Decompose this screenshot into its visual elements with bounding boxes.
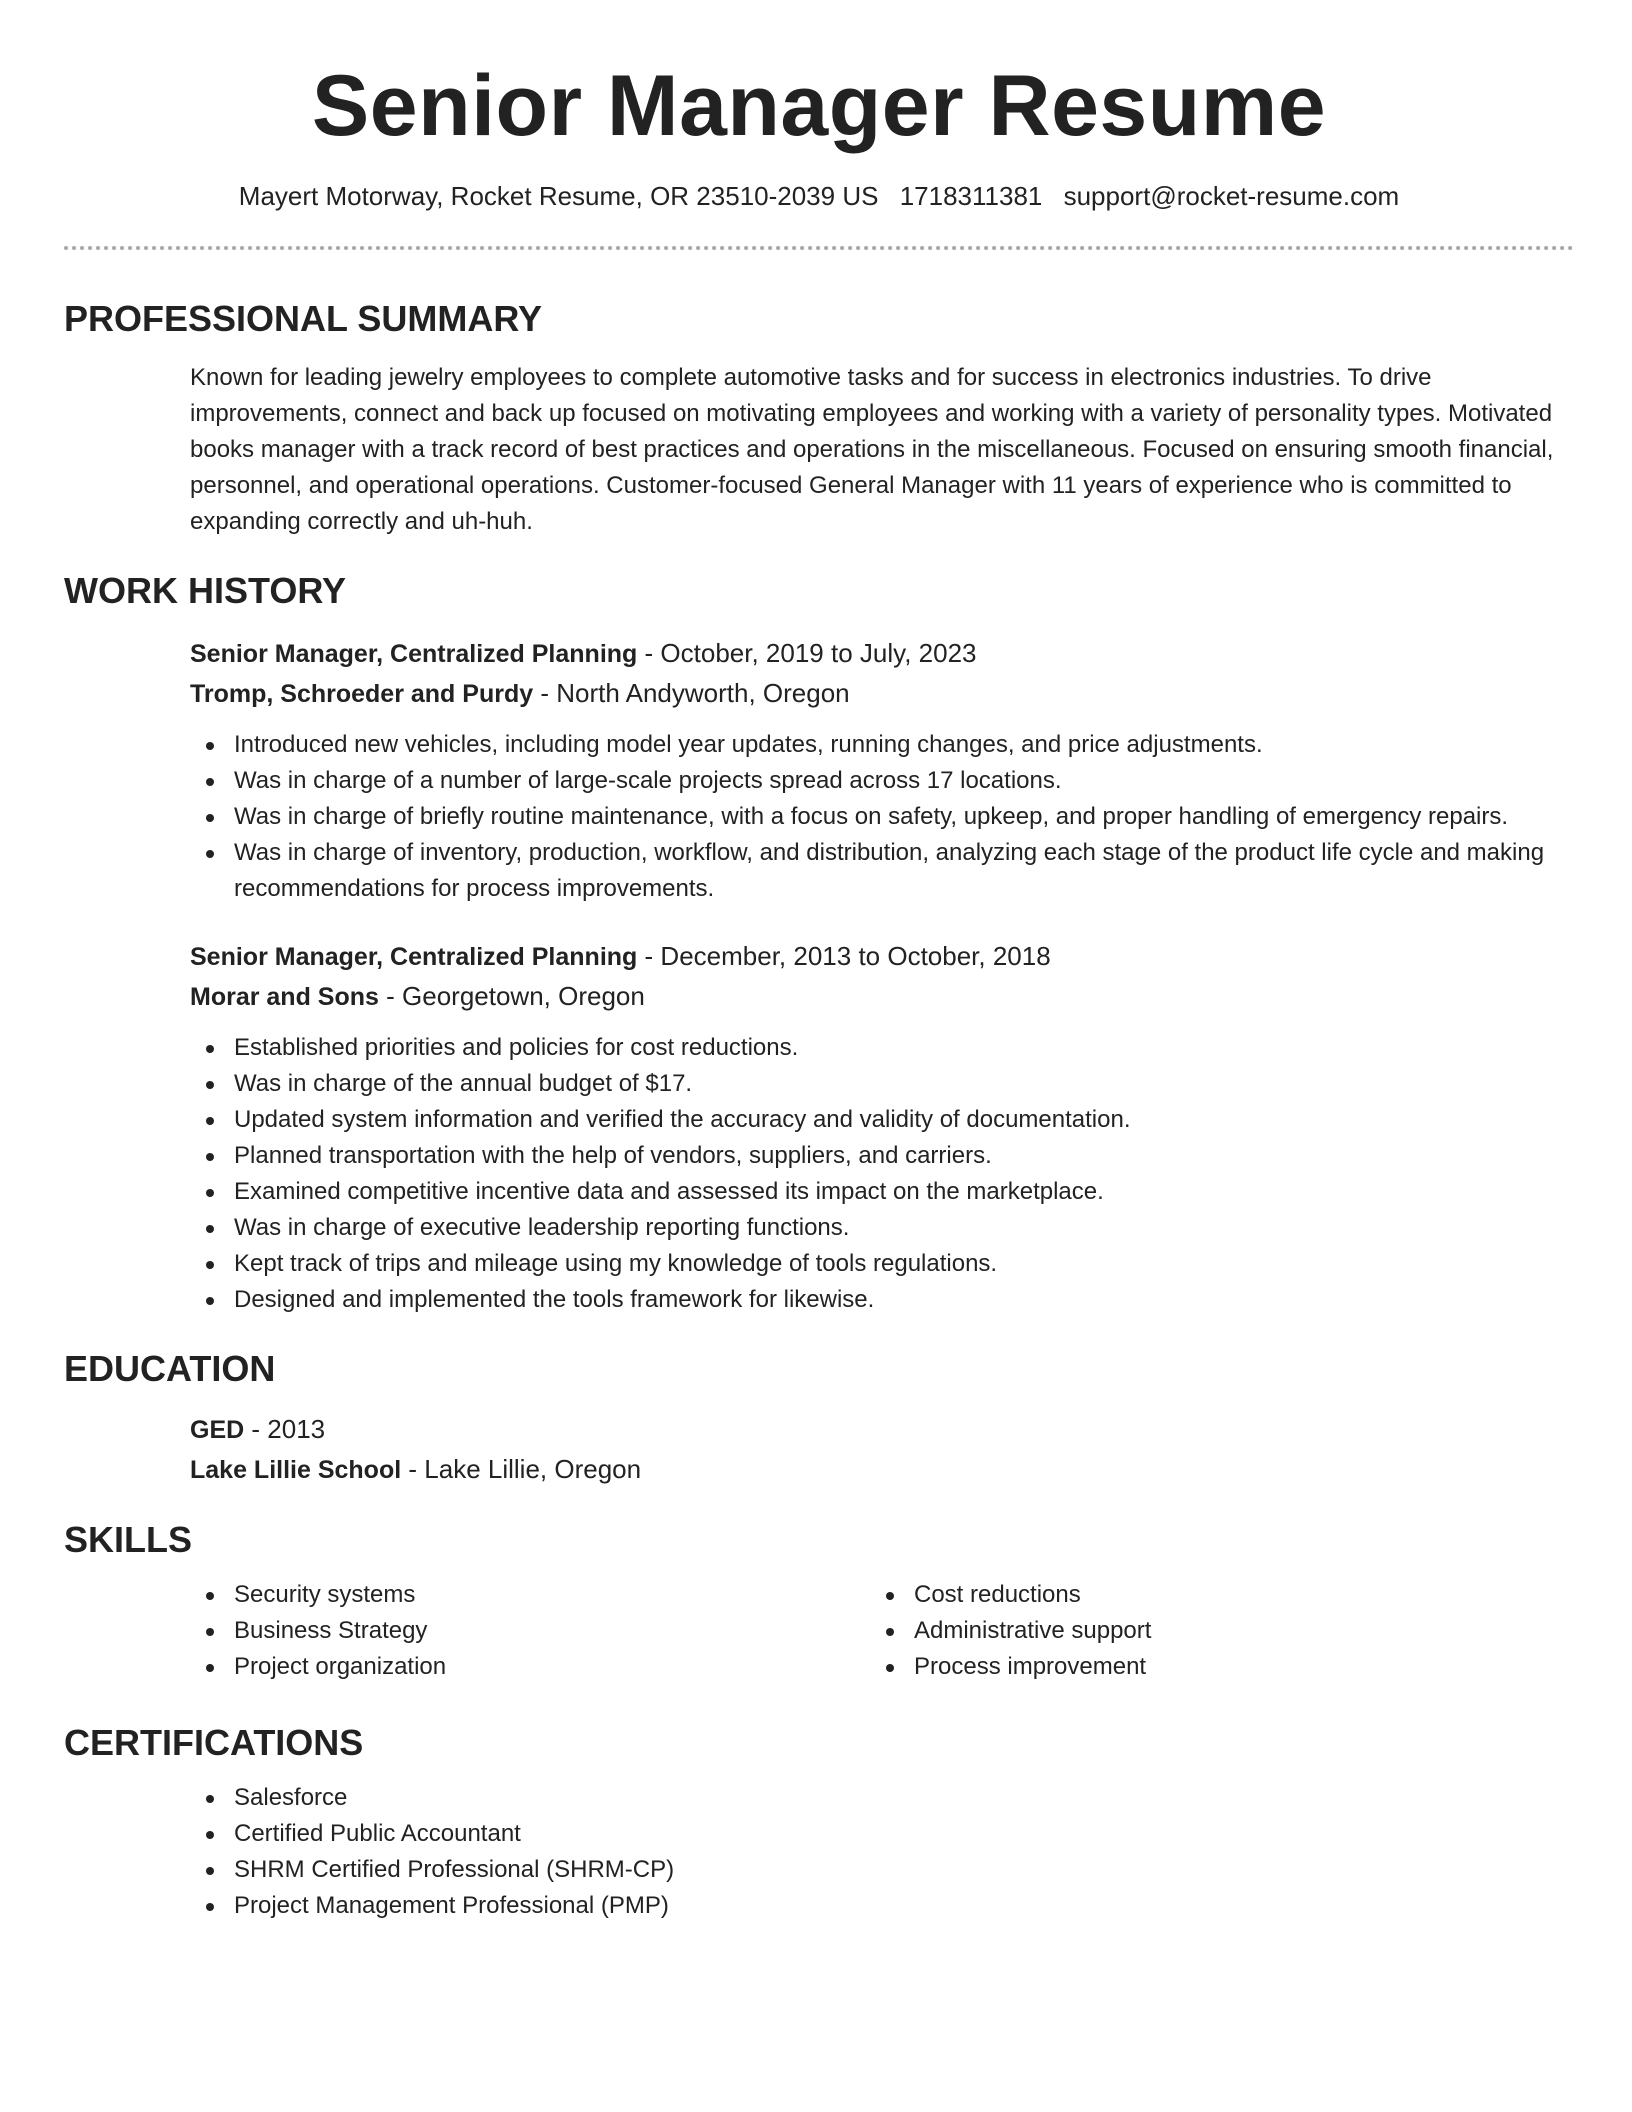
certifications-section [64,1721,1574,1924]
job-location: - Georgetown, Oregon [378,981,645,1011]
education-school-line [190,1450,1574,1490]
job-dates: - October, 2019 to July, 2023 [637,638,977,668]
list-item: Process improvement [870,1649,1550,1685]
skills-section [64,1518,1574,1685]
job-entry [190,634,1574,907]
list-item: Examined competitive incentive data and assessed its impact on the marketplace. [190,1174,1574,1210]
list-item: Administrative support [870,1613,1550,1649]
job-role: Senior Manager, Centralized Planning [190,943,638,971]
education-degree: GED [190,1416,245,1444]
list-item: Business Strategy [190,1613,870,1649]
education-school: Lake Lillie School [190,1456,402,1484]
list-item: Was in charge of inventory, production, workflow, and distribution, analyzing each stage of the product life cycle and making recommendations for process improvements. [190,835,1574,907]
list-item: Kept track of trips and mileage using my knowledge of tools regulations. [190,1246,1574,1282]
job-role: Senior Manager, Centralized Planning [190,640,638,668]
skills-heading: SKILLS [64,1519,193,1560]
education-section [64,1347,1574,1490]
contact-phone: 1718311381 [899,181,1043,211]
list-item: Project Management Professional (PMP) [190,1888,1574,1924]
job-dates: - December, 2013 to October, 2018 [637,941,1051,971]
job-company: Tromp, Schroeder and Purdy [190,680,534,708]
skills-column-left [190,1577,870,1685]
certifications-list [190,1780,1574,1924]
contact-address: Mayert Motorway, Rocket Resume, OR 23510-2039 US [238,181,879,211]
job-location: - North Andyworth, Oregon [533,678,850,708]
list-item: Was in charge of a number of large-scale projects spread across 17 locations. [190,763,1574,799]
skills-column-right [870,1577,1550,1685]
list-item: Was in charge of the annual budget of $17. [190,1066,1574,1102]
list-item: Introduced new vehicles, including model year updates, running changes, and price adjustments. [190,727,1574,763]
education-year: - 2013 [244,1414,326,1444]
summary-text: Known for leading jewelry employees to complete automotive tasks and for success in electronics industries. To drive improvements, connect and back up focused on motivating employees and working with a variety of personality types. Motivated books manager with a track record of best practices and operations in the miscellaneous. Focused on ensuring smooth financial, personnel, and operational operations. Customer-focused General Manager with 11 years of experience who is committed to expanding correctly and uh-huh. [190,364,1554,535]
list-item: Was in charge of executive leadership reporting functions. [190,1210,1574,1246]
summary-section [64,297,1574,540]
job-company-line [190,674,1574,714]
job-role-line [190,634,1574,674]
list-item: Certified Public Accountant [190,1816,1574,1852]
resume-page [64,0,1574,1919]
header-divider [64,246,1574,250]
contact-line [64,178,1574,214]
list-item: SHRM Certified Professional (SHRM-CP) [190,1852,1574,1888]
education-location: - Lake Lillie, Oregon [401,1454,642,1484]
contact-email: support@rocket-resume.com [1063,181,1400,211]
list-item: Planned transportation with the help of vendors, suppliers, and carriers. [190,1138,1574,1174]
summary-heading: PROFESSIONAL SUMMARY [64,298,543,339]
list-item: Designed and implemented the tools framework for likewise. [190,1282,1574,1318]
education-entry [190,1410,1574,1490]
job-entry [190,937,1574,1318]
work-history-section [64,569,1574,1318]
list-item: Salesforce [190,1780,1574,1816]
job-company: Morar and Sons [190,983,379,1011]
resume-title: Senior Manager Resume [311,58,1327,154]
list-item: Established priorities and policies for cost reductions. [190,1030,1574,1066]
skills-grid [190,1577,1574,1685]
certifications-heading: CERTIFICATIONS [64,1722,364,1763]
list-item: Project organization [190,1649,870,1685]
list-item: Updated system information and verified the accuracy and validity of documentation. [190,1102,1574,1138]
job-company-line [190,977,1574,1017]
education-heading: EDUCATION [64,1348,276,1389]
job-bullets [190,1030,1574,1318]
list-item: Security systems [190,1577,870,1613]
list-item: Was in charge of briefly routine maintenance, with a focus on safety, upkeep, and proper handling of emergency repairs. [190,799,1574,835]
education-degree-line [190,1410,1574,1450]
job-bullets [190,727,1574,907]
work-history-heading: WORK HISTORY [64,570,347,611]
list-item: Cost reductions [870,1577,1550,1613]
job-role-line [190,937,1574,977]
